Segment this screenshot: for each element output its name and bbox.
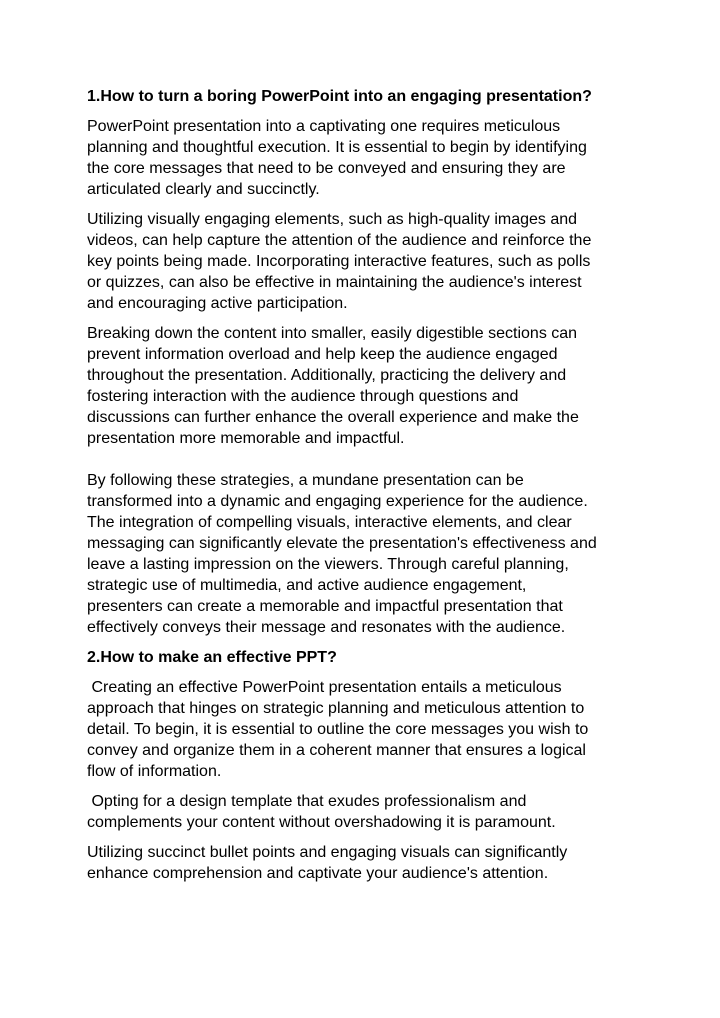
section-1-paragraph-4 (87, 470, 647, 638)
text-line: articulated clearly and succinctly. (87, 181, 320, 198)
text-line: Opting for a design template that exudes professionalism and (87, 793, 527, 810)
text-line: prevent information overload and help keep the audience engaged (87, 346, 558, 363)
text-line: messaging can significantly elevate the presentation's effectiveness and (87, 535, 597, 552)
text-line: convey and organize them in a coherent manner that ensures a logical (87, 742, 586, 759)
text-line: Utilizing succinct bullet points and engaging visuals can significantly (87, 844, 568, 861)
text-line: discussions can further enhance the overall experience and make the (87, 409, 579, 426)
text-line: and encouraging active participation. (87, 295, 348, 312)
section-2-paragraph-1 (87, 677, 647, 782)
text-line: throughout the presentation. Additionally, practicing the delivery and (87, 367, 567, 384)
text-line: key points being made. Incorporating interactive features, such as polls (87, 253, 591, 270)
text-line: flow of information. (87, 763, 222, 780)
text-line: enhance comprehension and captivate your audience's attention. (87, 865, 549, 882)
text-line: the core messages that need to be conveyed and ensuring they are (87, 160, 566, 177)
text-line: complements your content without overshadowing it is paramount. (87, 814, 556, 831)
text-line: or quizzes, can also be effective in maintaining the audience's interest (87, 274, 582, 291)
text-line: Breaking down the content into smaller, easily digestible sections can (87, 325, 578, 342)
section-1-paragraph-3 (87, 323, 647, 449)
text-line: The integration of compelling visuals, interactive elements, and clear (87, 514, 572, 531)
section-1-paragraph-1 (87, 116, 647, 200)
section-2-heading: 2.How to make an effective PPT? (87, 649, 337, 666)
text-line: planning and thoughtful execution. It is essential to begin by identifying (87, 139, 587, 156)
text-line: detail. To begin, it is essential to outline the core messages you wish to (87, 721, 589, 738)
text-line: By following these strategies, a mundane presentation can be (87, 472, 524, 489)
text-line: transformed into a dynamic and engaging experience for the audience. (87, 493, 588, 510)
text-line: PowerPoint presentation into a captivating one requires meticulous (87, 118, 561, 135)
text-line: approach that hinges on strategic planning and meticulous attention to (87, 700, 585, 717)
document-body (87, 86, 647, 893)
text-line: strategic use of multimedia, and active audience engagement, (87, 577, 527, 594)
section-1-paragraph-2 (87, 209, 647, 314)
section-1-heading: 1.How to turn a boring PowerPoint into an engaging presentation? (87, 88, 592, 105)
text-line: presenters can create a memorable and impactful presentation that (87, 598, 563, 615)
section-2-paragraph-3 (87, 842, 647, 884)
text-line: videos, can help capture the attention of the audience and reinforce the (87, 232, 592, 249)
section-2-paragraph-2 (87, 791, 647, 833)
text-line: leave a lasting impression on the viewers. Through careful planning, (87, 556, 569, 573)
text-line: effectively conveys their message and resonates with the audience. (87, 619, 566, 636)
text-line: Creating an effective PowerPoint presentation entails a meticulous (87, 679, 562, 696)
text-line: presentation more memorable and impactful. (87, 430, 405, 447)
text-line: fostering interaction with the audience through questions and (87, 388, 519, 405)
text-line: Utilizing visually engaging elements, such as high-quality images and (87, 211, 578, 228)
